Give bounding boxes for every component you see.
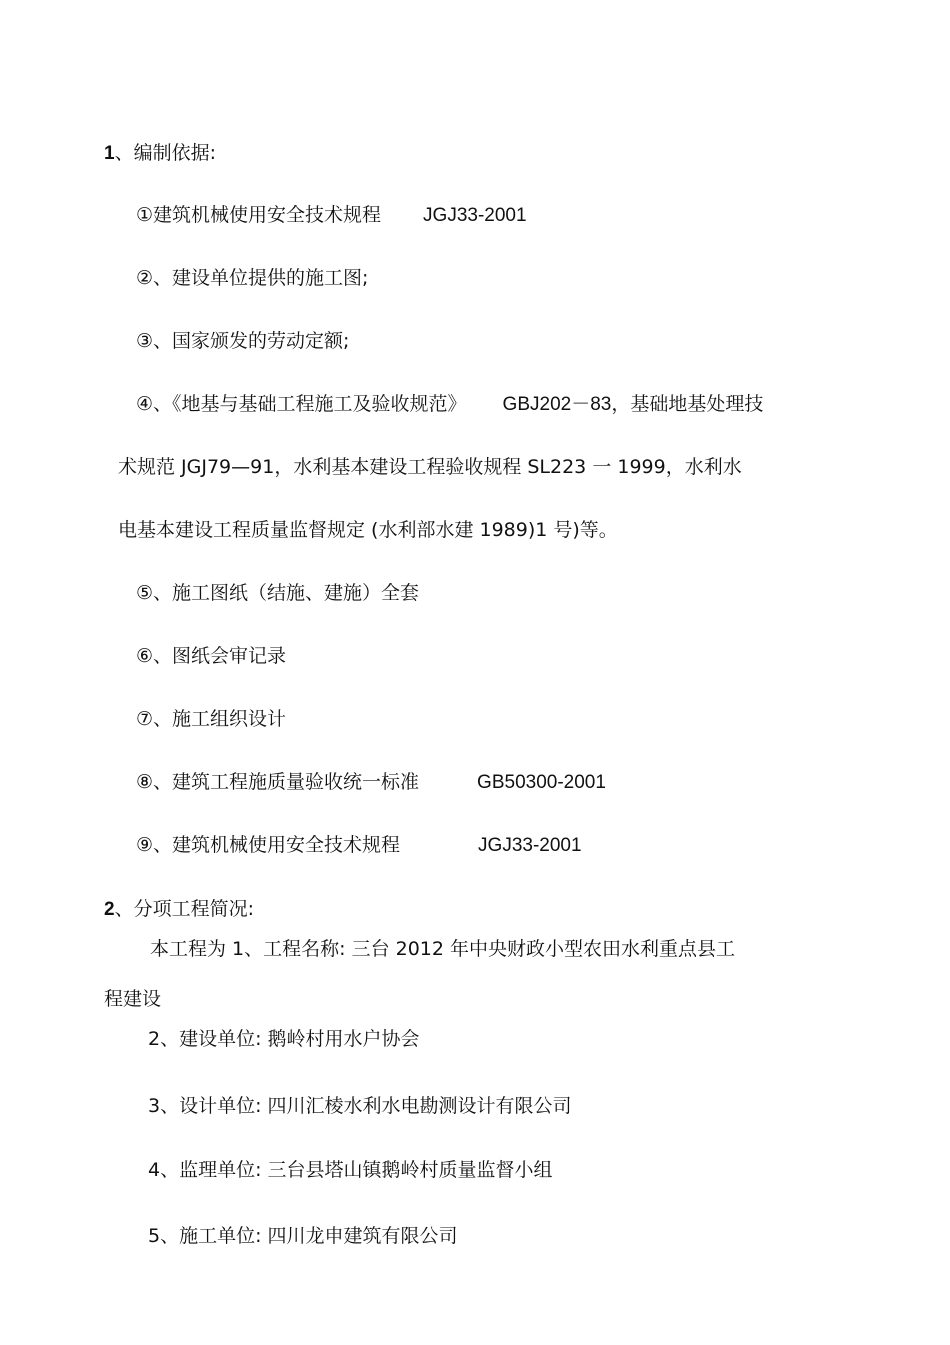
project-intro-line-2-text: 程建设 (104, 988, 162, 1010)
basis-item-8 (136, 770, 606, 795)
basis-item-4-text: ④、《地基与基础工程施工及验收规范》 (136, 393, 467, 415)
basis-item-1-text: ①建筑机械使用安全技术规程 (136, 204, 382, 226)
project-item-supervision-unit-text: 4、监理单位: 三台县塔山镇鹅岭村质量监督小组 (148, 1159, 553, 1181)
basis-item-6-text: ⑥、图纸会审记录 (136, 645, 287, 667)
section-1-heading (104, 141, 216, 166)
project-intro-line-1-text: 本工程为 1、工程名称: 三台 2012 年中央财政小型农田水利重点县工 (150, 938, 736, 960)
project-item-design-unit-text: 3、设计单位: 四川汇棱水利水电勘测设计有限公司 (148, 1095, 572, 1117)
project-item-contractor (148, 1224, 458, 1248)
basis-item-1 (136, 203, 527, 228)
basis-item-4-cont-2-text: 电基本建设工程质量监督规定 (水利部水建 1989)1 号)等。 (118, 519, 618, 541)
basis-item-9 (136, 833, 582, 858)
section-1-title: 、编制依据: (114, 142, 216, 164)
basis-item-1-code: JGJ33-2001 (423, 205, 527, 226)
project-item-construction-unit-text: 2、建设单位: 鹅岭村用水户协会 (148, 1028, 420, 1050)
project-item-contractor-text: 5、施工单位: 四川龙申建筑有限公司 (148, 1225, 458, 1247)
basis-item-4-cont-1 (118, 455, 742, 479)
basis-item-5 (136, 581, 419, 605)
basis-item-3-text: ③、国家颁发的劳动定额; (136, 330, 350, 352)
project-item-construction-unit (148, 1027, 420, 1051)
project-item-design-unit (148, 1094, 572, 1118)
basis-item-4 (136, 392, 763, 417)
basis-item-8-code: GB50300-2001 (477, 772, 606, 793)
section-2-title: 、分项工程简况: (114, 898, 254, 920)
section-2-heading (104, 897, 254, 922)
basis-item-7-text: ⑦、施工组织设计 (136, 708, 287, 730)
project-intro-line-2 (104, 987, 161, 1011)
basis-item-8-text: ⑧、建筑工程施质量验收统一标准 (136, 771, 420, 793)
basis-item-9-code: JGJ33-2001 (478, 835, 582, 856)
basis-item-2-text: ②、建设单位提供的施工图; (136, 267, 369, 289)
basis-item-3 (136, 329, 349, 353)
section-2-number: 2 (104, 899, 115, 920)
basis-item-6 (136, 644, 286, 668)
basis-item-4-cont-2 (118, 518, 618, 542)
project-item-supervision-unit (148, 1158, 553, 1182)
project-intro-line-1 (150, 937, 735, 961)
basis-item-7 (136, 707, 286, 731)
basis-item-4-code: GBJ202－83，基础地基处理技 (502, 394, 764, 415)
basis-item-2 (136, 266, 368, 290)
basis-item-9-text: ⑨、建筑机械使用安全技术规程 (136, 834, 401, 856)
basis-item-4-cont-1-text: 术规范 JGJ79—91，水利基本建设工程验收规程 SL223 一 1999，水利水 (118, 456, 742, 478)
section-1-number: 1 (104, 143, 115, 164)
basis-item-5-text: ⑤、施工图纸（结施、建施）全套 (136, 582, 420, 604)
